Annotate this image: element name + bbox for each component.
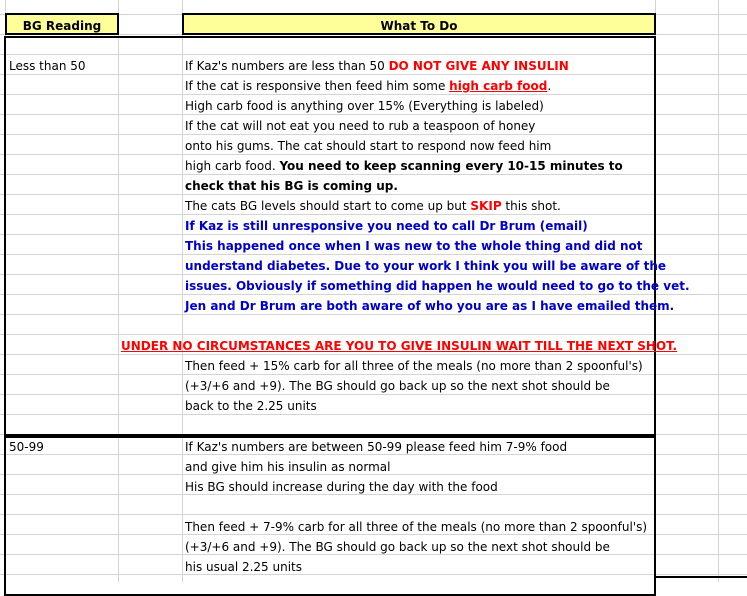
instruction-line[interactable] <box>185 196 561 216</box>
bg-reading-50-99[interactable]: 50-99 <box>9 440 44 454</box>
instruction-line[interactable]: check that his BG is coming up. <box>185 179 398 193</box>
instruction-line[interactable]: Jen and Dr Brum are both aware of who you are as I have emailed them. <box>185 299 675 313</box>
instruction-line[interactable]: Then feed + 7-9% carb for all three of the meals (no more than 2 spoonful's) <box>185 520 648 534</box>
instruction-line[interactable]: (+3/+6 and +9). The BG should go back up so the next shot should be <box>185 540 610 554</box>
instruction-line[interactable]: If the cat will not eat you need to rub a teaspoon of honey <box>185 119 536 133</box>
instruction-line[interactable]: If Kaz's numbers are between 50-99 please feed him 7-9% food <box>185 440 568 454</box>
instruction-line[interactable] <box>185 56 569 76</box>
instruction-line[interactable]: Then feed + 15% carb for all three of the meals (no more than 2 spoonful's) <box>185 359 643 373</box>
skip-warning: SKIP <box>470 199 502 213</box>
instruction-line[interactable] <box>185 76 551 96</box>
instruction-bold-text: You need to keep scanning every 10-15 minutes to <box>279 159 623 173</box>
instruction-line[interactable]: If Kaz is still unresponsive you need to call Dr Brum (email) <box>185 219 588 233</box>
instruction-text: . <box>547 79 552 93</box>
instruction-text: If Kaz's numbers are less than 50 <box>185 59 389 73</box>
header-bg-reading[interactable]: BG Reading <box>5 13 119 35</box>
instruction-line[interactable]: his usual 2.25 units <box>185 560 303 574</box>
section-bottom-border <box>656 576 747 578</box>
instruction-text: The cats BG levels should start to come up but <box>185 199 471 213</box>
high-carb-food-link: high carb food <box>449 79 548 93</box>
instruction-line[interactable]: understand diabetes. Due to your work I think you will be aware of the <box>185 259 667 273</box>
instruction-text: high carb food. <box>185 159 280 173</box>
instruction-line[interactable] <box>185 156 623 176</box>
insulin-warning[interactable]: UNDER NO CIRCUMSTANCES ARE YOU TO GIVE INSULIN WAIT TILL THE NEXT SHOT. <box>121 339 678 353</box>
instruction-line[interactable]: issues. Obviously if something did happen he would need to go to the vet. <box>185 279 690 293</box>
instruction-line[interactable]: and give him his insulin as normal <box>185 460 391 474</box>
bg-reading-less-than-50[interactable]: Less than 50 <box>9 59 86 73</box>
instruction-line[interactable]: High carb food is anything over 15% (Everything is labeled) <box>185 99 544 113</box>
header-what-to-do[interactable]: What To Do <box>182 13 656 35</box>
instruction-text: If the cat is responsive then feed him some <box>185 79 450 93</box>
instruction-text: this shot. <box>501 199 561 213</box>
instruction-line[interactable]: His BG should increase during the day with the food <box>185 480 498 494</box>
grid-column-line <box>718 0 719 582</box>
instruction-line[interactable]: back to the 2.25 units <box>185 399 317 413</box>
instruction-line[interactable]: This happened once when I was new to the whole thing and did not <box>185 239 643 253</box>
instruction-line[interactable]: onto his gums. The cat should start to respond now feed him <box>185 139 552 153</box>
instruction-line[interactable]: (+3/+6 and +9). The BG should go back up so the next shot should be <box>185 379 610 393</box>
no-insulin-warning: DO NOT GIVE ANY INSULIN <box>388 59 569 73</box>
